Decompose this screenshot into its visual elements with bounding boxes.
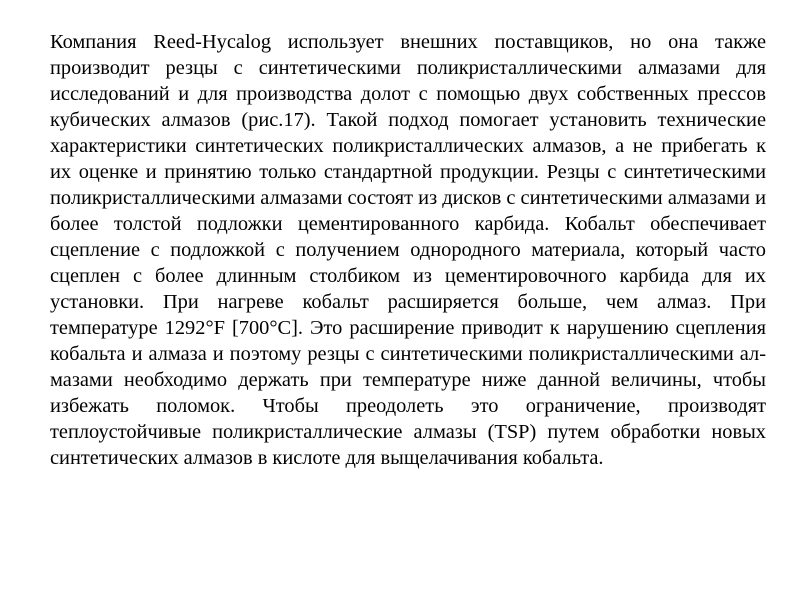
body-paragraph: Компания Reed-Hycalog использует внешних поставщиков, но она также производит резцы с синтетическими поликристаллическими алмазами для исследований и для производства долот с помощью двух собственных прессов кубических алмазов (рис.17). Такой подход помогает установить технические характеристики синтетических поликристаллических алмазов, а не прибегать к их оценке и принятию только стандартной продукции. Резцы с синтетическими поликристаллическими алмазами состоят из дисков с синтетическими алмазами и более толстой подложки цементированного карбида. Кобальт обеспечивает сцепление с подложкой с получением однородного материала, который часто сцеплен с более длинным столбиком из цементировочного карбида для их установки. При нагреве кобальт расширяется больше, чем алмаз. При температуре 1292°F [700°C]. Это расширение приводит к нарушению сцепления кобальта и алмаза и поэтому резцы с синтетическими поликристаллическими алмазами необходимо держать при температуре ниже данной величины, чтобы избежать поломок. Чтобы преодолеть это ограничение, производят теплоустойчивые поликристаллические алмазы (TSP) путем обработки новых синтетических алмазов в кислоте для выщелачивания кобальта.: [50, 31, 766, 469]
